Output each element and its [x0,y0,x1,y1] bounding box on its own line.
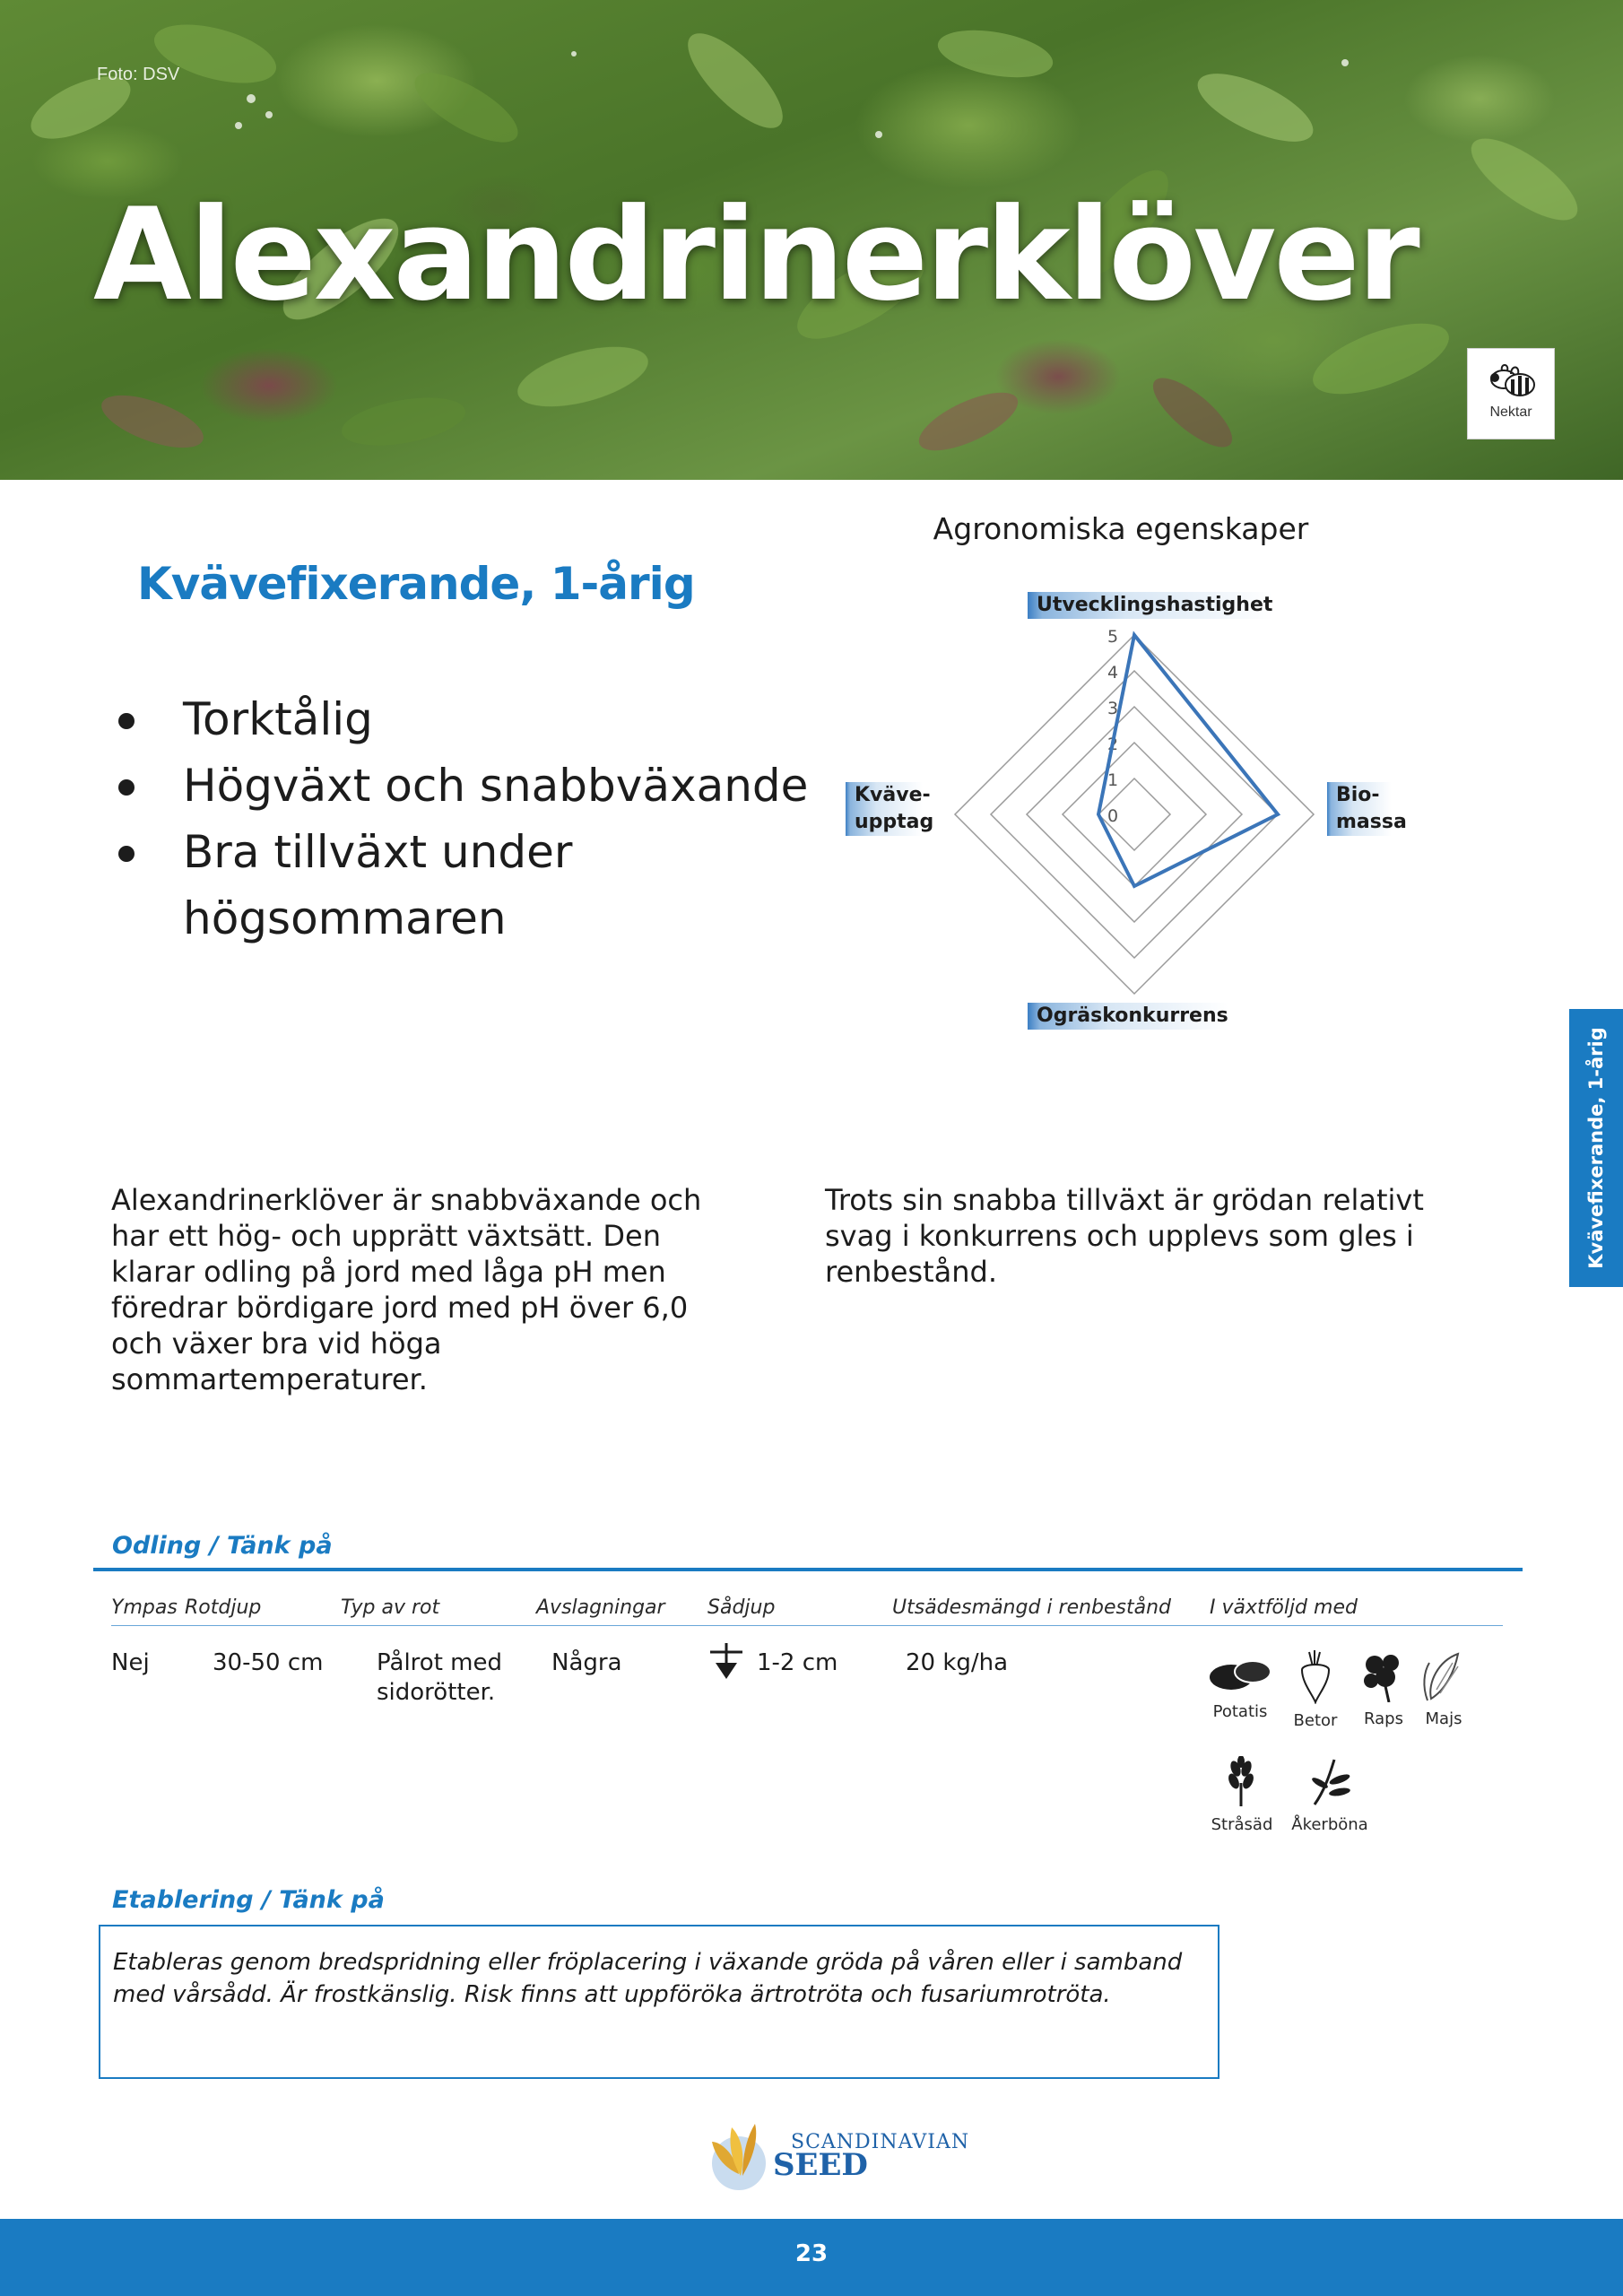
cell-sadjup: 1-2 cm [757,1649,838,1676]
bullet-item: Högväxt och snabbväxande [111,752,811,819]
radar-grid-ring [1027,707,1242,922]
cell-rotdjup: 30-50 cm [213,1649,324,1676]
hero-banner [0,0,1623,480]
radar-grid [955,635,1314,994]
rapeseed-icon [1358,1650,1409,1702]
axis-label-kvaveupptag: Kväve- upptag [846,782,923,836]
crop-label: Åkerböna [1291,1815,1368,1834]
crop-label: Majs [1425,1709,1462,1728]
bullet-item: Bra tillväxt under högsommaren [111,819,811,952]
logo-text-scandinavian: SCANDINAVIAN [791,2131,970,2153]
chart-title: Agronomiska egenskaper [933,511,1309,546]
column-header-ympas: Ympas [111,1596,178,1619]
subtitle: Kvävefixerande, 1-årig [137,558,695,610]
axis-label-utvecklingshastighet: Utvecklingshastighet [1028,592,1272,619]
radar-grid-ring [991,671,1278,958]
cell-typ-av-rot: Pålrot med sidorötter. [377,1649,502,1706]
crop-akerbona [1289,1756,1370,1834]
radar-tick-label: 4 [1107,663,1119,683]
radar-tick-label: 1 [1107,770,1119,790]
radar-tick-label: 0 [1107,806,1119,826]
crop-label: Potatis [1212,1702,1268,1721]
bullet-item: Torktålig [111,686,811,752]
sowing-depth-icon [708,1641,744,1683]
seed-logo-icon [699,2115,780,2196]
body-text-right: Trots sin snabba tillväxt är grödan relativt svag i konkurrens och upplevs som gles i renbestånd. [825,1183,1424,1289]
crop-strasad [1202,1756,1282,1834]
crop-label: Stråsäd [1211,1815,1273,1834]
table-header-divider [111,1625,1503,1626]
crop-majs [1403,1650,1484,1728]
badge-label: Nektar [1489,404,1532,420]
crop-label: Betor [1293,1711,1338,1730]
column-header-typ-av-rot: Typ av rot [341,1596,440,1619]
etablering-box: Etableras genom bredspridning eller fröplacering i växande gröda på våren eller i samband med vårsådd. Är frostkänslig. Risk finns att uppföröka ärtrotröta och fusariumrotröta. [99,1925,1219,2079]
bee-icon [1484,361,1540,404]
fieldbean-icon [1307,1756,1352,1808]
crop-potatis [1200,1650,1280,1721]
radar-tick-label: 5 [1107,627,1119,647]
side-tab [1569,1009,1623,1287]
photo-credit: Foto: DSV [97,65,180,84]
crop-label: Raps [1364,1709,1403,1728]
footer-bar [0,2219,1623,2296]
section-heading-odling: Odling / Tänk på [112,1532,333,1560]
column-header-vaxtfoljd: I växtföljd med [1210,1596,1358,1619]
page-title: Alexandrinerklöver [93,181,1418,329]
cell-avslagningar: Några [551,1649,622,1676]
scandinavian-seed-logo [699,2115,970,2196]
cell-ympas: Nej [111,1649,150,1676]
body-text-left: Alexandrinerklöver är snabbväxande och har ett hög- och upprätt växtsätt. Den klarar odling på jord med låga pH men föredrar bördigare jord med pH över 6,0 och växer bra vid höga sommartemperaturer. [111,1183,702,1396]
side-tab-label: Kvävefixerande, 1-årig [1585,1027,1607,1269]
cell-utsadesmangd: 20 kg/ha [906,1649,1009,1676]
section-divider [93,1568,1523,1571]
grain-icon [1219,1756,1264,1808]
radar-grid-ring [1063,743,1206,886]
column-header-sadjup: Sådjup [707,1596,776,1619]
axis-label-biomassa: Bio- massa [1327,782,1392,836]
section-heading-etablering: Etablering / Tänk på [112,1886,385,1914]
potato-icon [1206,1650,1274,1695]
column-header-utsadesmangd: Utsädesmängd i renbestånd [892,1596,1172,1619]
column-header-avslagningar: Avslagningar [536,1596,665,1619]
radar-tick-label: 2 [1107,735,1119,754]
logo-text-seed: SEED [773,2147,868,2183]
radar-grid-ring [955,635,1314,994]
bullet-list [111,686,811,952]
nektar-badge [1467,348,1555,439]
column-header-rotdjup: Rotdjup [185,1596,262,1619]
maize-icon [1419,1650,1469,1702]
beet-icon [1293,1650,1338,1704]
radar-tick-label: 3 [1107,699,1119,718]
page-number: 23 [794,2240,829,2267]
axis-label-ograskonkurrens: Ogräskonkurrens [1028,1003,1228,1030]
